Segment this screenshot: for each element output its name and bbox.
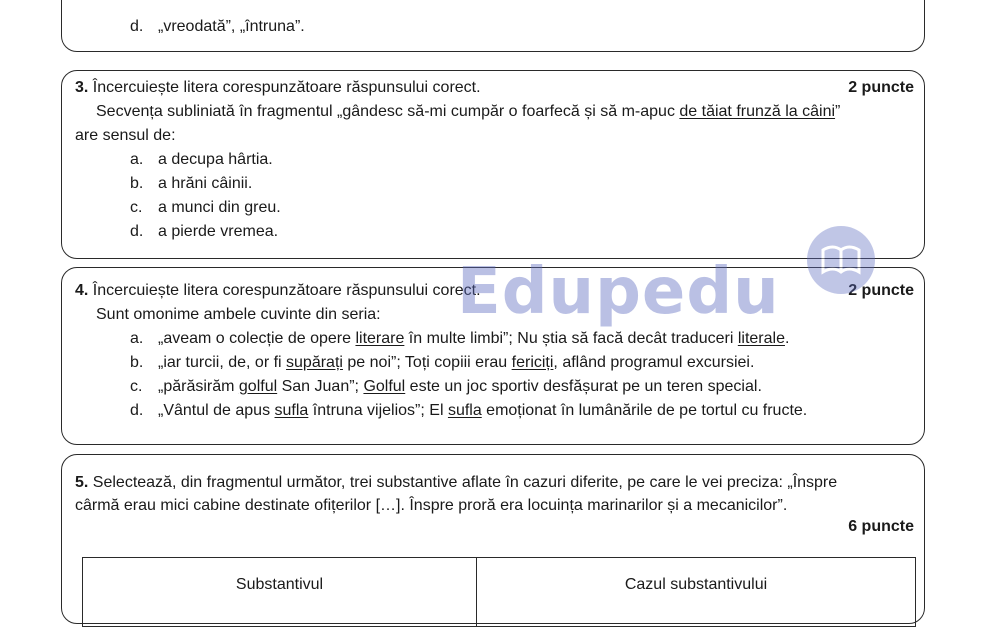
- q4-c-part2: San Juan”;: [277, 378, 364, 395]
- q3-stem-suffix: ”: [835, 103, 841, 120]
- q4-points: 2 puncte: [848, 282, 914, 299]
- q4-b-part3: , aflând programul excursiei.: [553, 354, 755, 371]
- q4-b-underlined-1: supărați: [286, 354, 343, 371]
- q3-option-b-text: a hrăni câinii.: [158, 175, 253, 192]
- table-header-substantivul: Substantivul: [235, 576, 324, 593]
- q4-option-c-text: [158, 377, 762, 397]
- q4-d-underlined-1: sufla: [274, 402, 309, 419]
- question-2-box: [61, 0, 925, 52]
- q4-a-part1: „aveam o colecție de opere: [158, 330, 356, 347]
- q4-option-a-letter: a.: [130, 330, 144, 347]
- q3-number: 3.: [75, 79, 89, 96]
- q4-option-d-text: [158, 401, 807, 421]
- q3-stem-prefix: Secvența subliniată în fragmentul „gândesc să-mi cumpăr o foarfecă și să m-apuc: [96, 103, 680, 120]
- q4-d-underlined-2: sufla: [447, 402, 482, 419]
- q2-option-letter: d.: [130, 18, 144, 35]
- q3-option-d-text: a pierde vremea.: [158, 223, 279, 240]
- q4-option-d-letter: d.: [130, 402, 144, 419]
- q3-option-a-letter: a.: [130, 151, 144, 168]
- q5-text-line2: cârmă erau mici cabine destinate ofițerilor […]. Înspre proră era locuința marinarilor și a mecanicilor”.: [75, 497, 788, 514]
- q3-option-a-text: a decupa hârtia.: [158, 151, 273, 168]
- q5-answer-table: [82, 557, 916, 627]
- q3-points: 2 puncte: [848, 79, 914, 96]
- q4-instruction: Încercuiește litera corespunzătoare răspunsului corect.: [92, 282, 481, 299]
- q4-option-b-text: [158, 353, 754, 373]
- question-4-box: [61, 267, 925, 445]
- question-5-box: [61, 454, 925, 624]
- q4-a-underlined-2: literale: [737, 330, 785, 347]
- q4-d-part2: întruna vijelios”; El: [308, 402, 448, 419]
- q3-option-c-text: a munci din greu.: [158, 199, 281, 216]
- q3-instruction-line: [75, 78, 481, 98]
- q4-a-part3: .: [784, 330, 790, 347]
- q3-stem-line1: [96, 102, 840, 122]
- q5-number: 5.: [75, 474, 89, 491]
- q5-text-line1: Selectează, din fragmentul următor, trei substantive aflate în cazuri diferite, pe care le vei preciza: „Înspre: [88, 474, 838, 491]
- q4-a-part2: în multe limbi”; Nu știa să facă decât traduceri: [404, 330, 738, 347]
- q3-stem-line2: are sensul de:: [75, 127, 176, 144]
- q4-instruction-line: [75, 281, 481, 301]
- q4-d-part3: emoționat în lumânările de pe tortul cu fructe.: [481, 402, 808, 419]
- q4-c-part1: „părăsirăm: [158, 378, 239, 395]
- table-header-cazul: Cazul substantivului: [624, 576, 768, 593]
- q3-underlined-sequence: de tăiat frunză la câini: [679, 103, 836, 120]
- q3-option-b-letter: b.: [130, 175, 144, 192]
- q4-option-c-letter: c.: [130, 378, 143, 395]
- question-3-box: [61, 70, 925, 259]
- q3-instruction: Încercuiește litera corespunzătoare răspunsului corect.: [92, 79, 481, 96]
- q2-option-text: „vreodată”, „întruna”.: [158, 18, 305, 35]
- q5-line1: [75, 473, 837, 493]
- q4-a-underlined-1: literare: [355, 330, 405, 347]
- q4-option-b-letter: b.: [130, 354, 144, 371]
- q4-c-underlined-2: Golful: [363, 378, 406, 395]
- q4-d-part1: „Vântul de apus: [158, 402, 275, 419]
- watermark-text: Edupedu: [457, 255, 780, 329]
- q3-option-d-letter: d.: [130, 223, 144, 240]
- q5-points: 6 puncte: [848, 518, 914, 535]
- q4-b-part1: „iar turcii, de, or fi: [158, 354, 287, 371]
- q4-stem: Sunt omonime ambele cuvinte din seria:: [96, 306, 381, 323]
- q4-b-underlined-2: fericiți: [511, 354, 554, 371]
- q4-option-a-text: [158, 329, 789, 349]
- q4-b-part2: pe noi”; Toți copiii erau: [342, 354, 512, 371]
- q4-c-underlined-1: golful: [238, 378, 278, 395]
- q4-number: 4.: [75, 282, 89, 299]
- q3-option-c-letter: c.: [130, 199, 143, 216]
- q4-c-part3: este un joc sportiv desfășurat pe un teren special.: [405, 378, 762, 395]
